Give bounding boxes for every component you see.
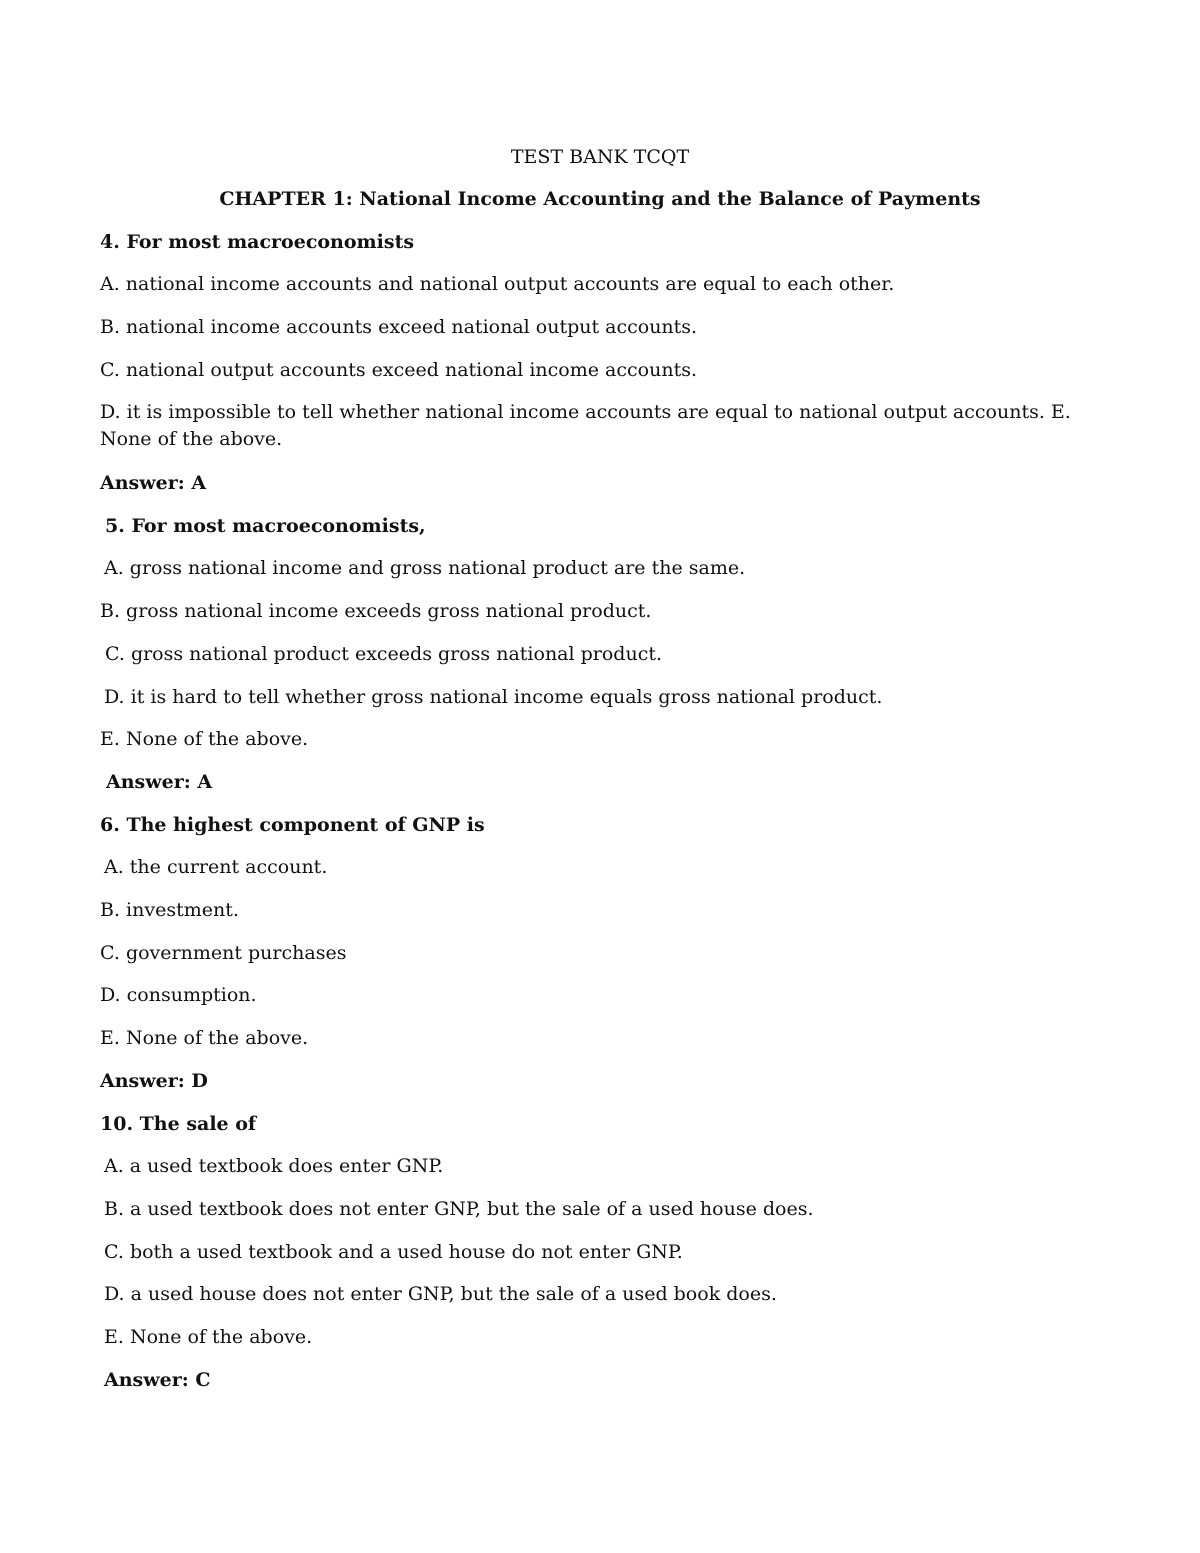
answer-key: Answer: C xyxy=(104,1369,211,1391)
answer-option: A. a used textbook does enter GNP. xyxy=(104,1155,444,1177)
answer-option: D. it is impossible to tell whether national income accounts are equal to national output accounts. E. None of the above. xyxy=(100,401,1071,450)
answer-option: D. it is hard to tell whether gross national income equals gross national product. xyxy=(104,686,883,708)
answer-key: Answer: A xyxy=(106,771,213,793)
chapter-heading: CHAPTER 1: National Income Accounting and the Balance of Payments xyxy=(219,188,981,210)
answer-option: D. consumption. xyxy=(100,984,257,1006)
answer-option: B. gross national income exceeds gross national product. xyxy=(100,600,652,622)
question-heading: 5. For most macroeconomists, xyxy=(105,515,426,537)
answer-option: E. None of the above. xyxy=(104,1326,313,1348)
question-heading: 10. The sale of xyxy=(100,1113,257,1135)
answer-key: Answer: A xyxy=(100,472,207,494)
question-heading: 6. The highest component of GNP is xyxy=(100,814,485,836)
answer-option: E. None of the above. xyxy=(100,1027,309,1049)
answer-option: C. government purchases xyxy=(100,942,347,964)
answer-option: A. national income accounts and national output accounts are equal to each other. xyxy=(100,273,895,295)
answer-option: B. a used textbook does not enter GNP, but the sale of a used house does. xyxy=(104,1198,814,1220)
document-title: TEST BANK TCQT xyxy=(510,146,690,168)
answer-key: Answer: D xyxy=(100,1070,208,1092)
question-heading: 4. For most macroeconomists xyxy=(100,231,415,253)
answer-option: A. the current account. xyxy=(104,856,328,878)
answer-option: D. a used house does not enter GNP, but the sale of a used book does. xyxy=(104,1283,777,1305)
answer-option: B. national income accounts exceed national output accounts. xyxy=(100,316,698,338)
answer-option: A. gross national income and gross national product are the same. xyxy=(104,557,746,579)
answer-option: B. investment. xyxy=(100,899,239,921)
answer-option: C. both a used textbook and a used house do not enter GNP. xyxy=(104,1241,683,1263)
answer-option: E. None of the above. xyxy=(100,728,309,750)
answer-option: C. gross national product exceeds gross national product. xyxy=(105,643,663,665)
answer-option: C. national output accounts exceed national income accounts. xyxy=(100,359,697,381)
